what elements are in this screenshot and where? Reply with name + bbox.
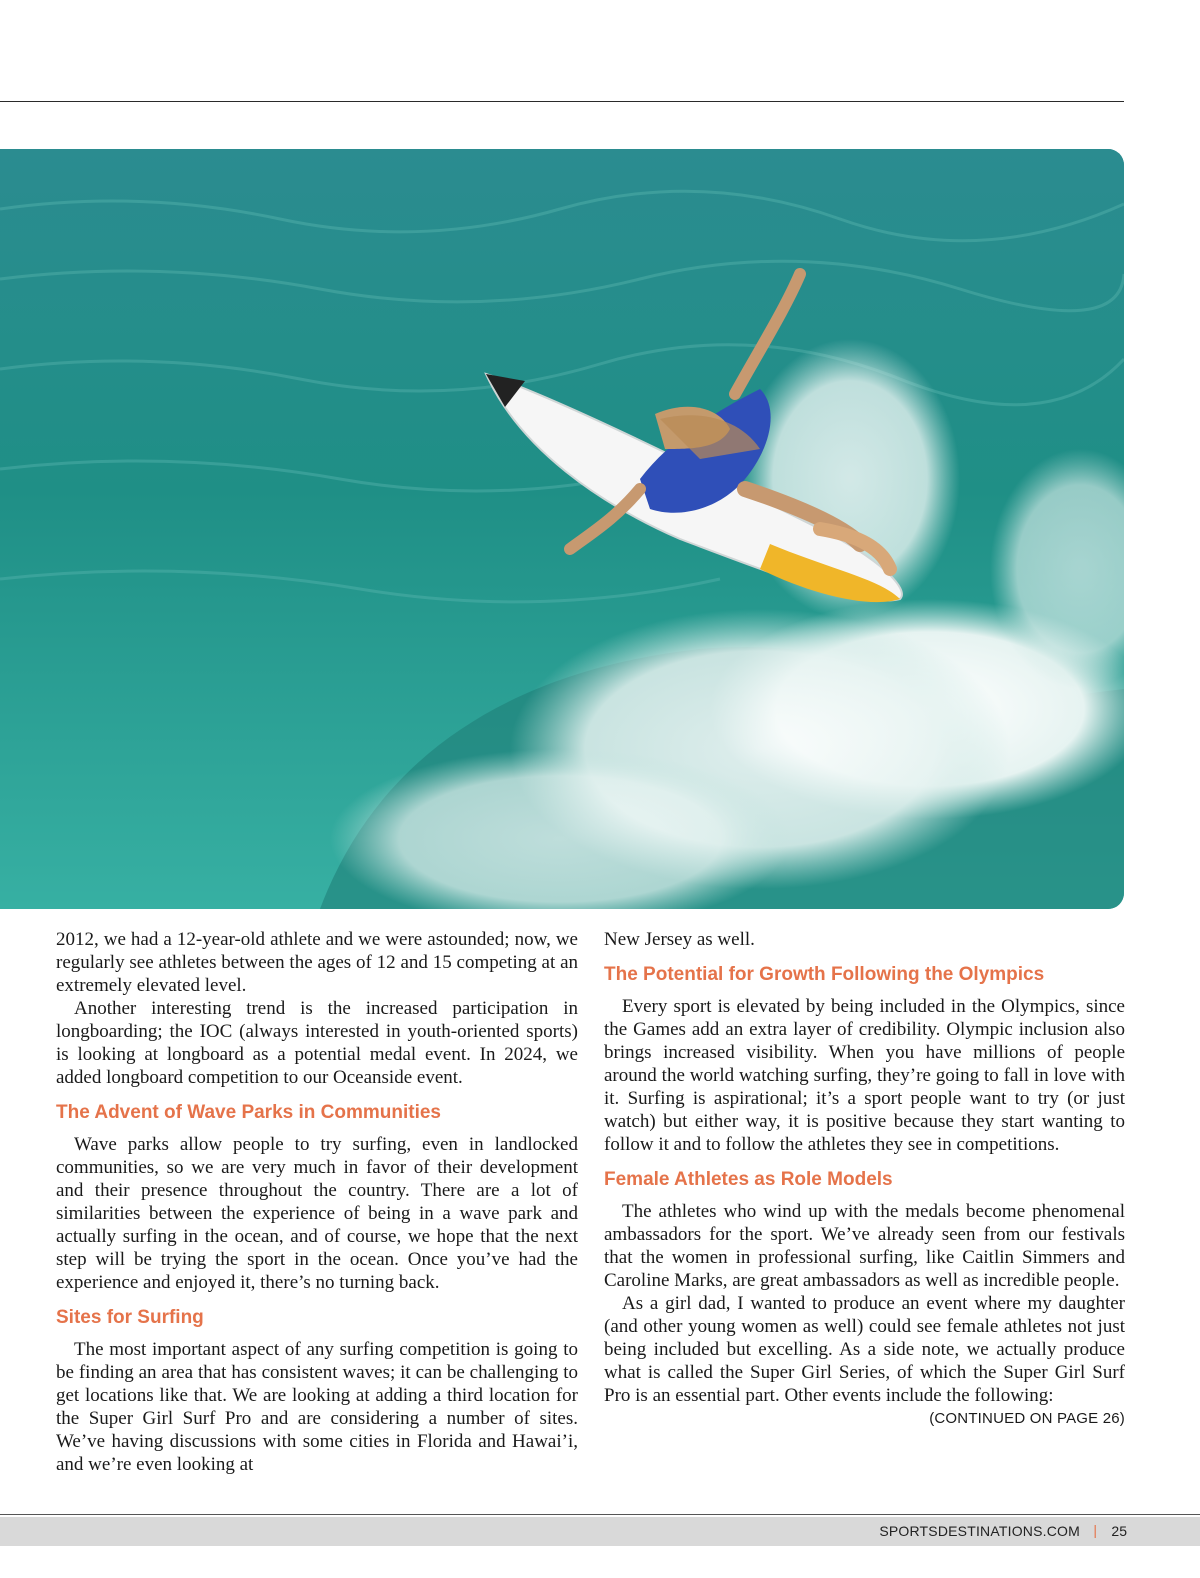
article-column-right — [604, 928, 1125, 1430]
section-heading: The Potential for Growth Following the Olympics — [604, 964, 1045, 985]
surfer-photo — [0, 149, 1124, 909]
section-heading: Female Athletes as Role Models — [604, 1169, 893, 1190]
continued-note: (CONTINUED ON PAGE 26) — [929, 1410, 1125, 1427]
page-number: 25 — [1111, 1523, 1127, 1539]
paragraph: Wave parks allow people to try surfing, even in landlocked communities, so we are very much in favor of their development and their presence throughout the country. There are a lot of similarities between the experience of being in a wave park and actually surfing in the ocean, and of course, we hope that the next step will be trying the sport in the ocean. Once you’ve had the experience and enjoyed it, there’s no turning back. — [56, 1134, 578, 1293]
paragraph: The most important aspect of any surfing competition is going to be finding an area that has consistent waves; it can be challenging to get locations like that. We are looking at adding a third location for the Super Girl Surf Pro and are considering a number of sites. We’ve having discussions with some cities in Florida and Hawai’i, and we’re even looking at — [56, 1339, 578, 1475]
paragraph: The athletes who wind up with the medals become phenomenal ambassadors for the sport. We’ve already seen from our festivals that the women in professional surfing, like Caitlin Simmers and Caroline Marks, are great ambassadors as well as incredible people. — [604, 1201, 1125, 1291]
paragraph — [604, 1292, 1125, 1427]
paragraph: Every sport is elevated by being included in the Olympics, since the Games add an extra layer of credibility. Olympic inclusion also brings increased visibility. When you have millions of people around the world watching surfing, they’re going to fall in love with it. Surfing is aspirational; it’s a sport people want to try (or just watch) but either way, it is positive because they start wanting to follow it and to follow the athletes they see in competitions. — [604, 996, 1125, 1155]
paragraph: 2012, we had a 12-year-old athlete and we were astounded; now, we regularly see athletes between the ages of 12 and 15 competing at an extremely elevated level. — [56, 929, 578, 996]
paragraph-text: As a girl dad, I wanted to produce an event where my daughter (and other young women as well) could see female athletes not just being included but excelling. As a side note, we actually produce what is called the Super Girl Series, of which the Super Girl Surf Pro is an essential part. Other events include the following: — [604, 1293, 1125, 1406]
paragraph: New Jersey as well. — [604, 929, 755, 950]
section-heading: The Advent of Wave Parks in Communities — [56, 1102, 442, 1123]
footer-rule — [0, 1514, 1200, 1515]
surfer-illustration — [0, 149, 1124, 909]
section-heading: Sites for Surfing — [56, 1307, 204, 1328]
paragraph: Another interesting trend is the increased participation in longboarding; the IOC (always interested in youth-oriented sports) is looking at longboard as a potential medal event. In 2024, we added longboard competition to our Oceanside event. — [56, 998, 578, 1088]
header-rule — [0, 101, 1124, 102]
page-footer — [0, 1517, 1200, 1546]
article-column-left — [56, 928, 578, 1476]
footer-separator: | — [1093, 1522, 1097, 1538]
footer-site: SPORTSDESTINATIONS.COM — [879, 1523, 1080, 1539]
